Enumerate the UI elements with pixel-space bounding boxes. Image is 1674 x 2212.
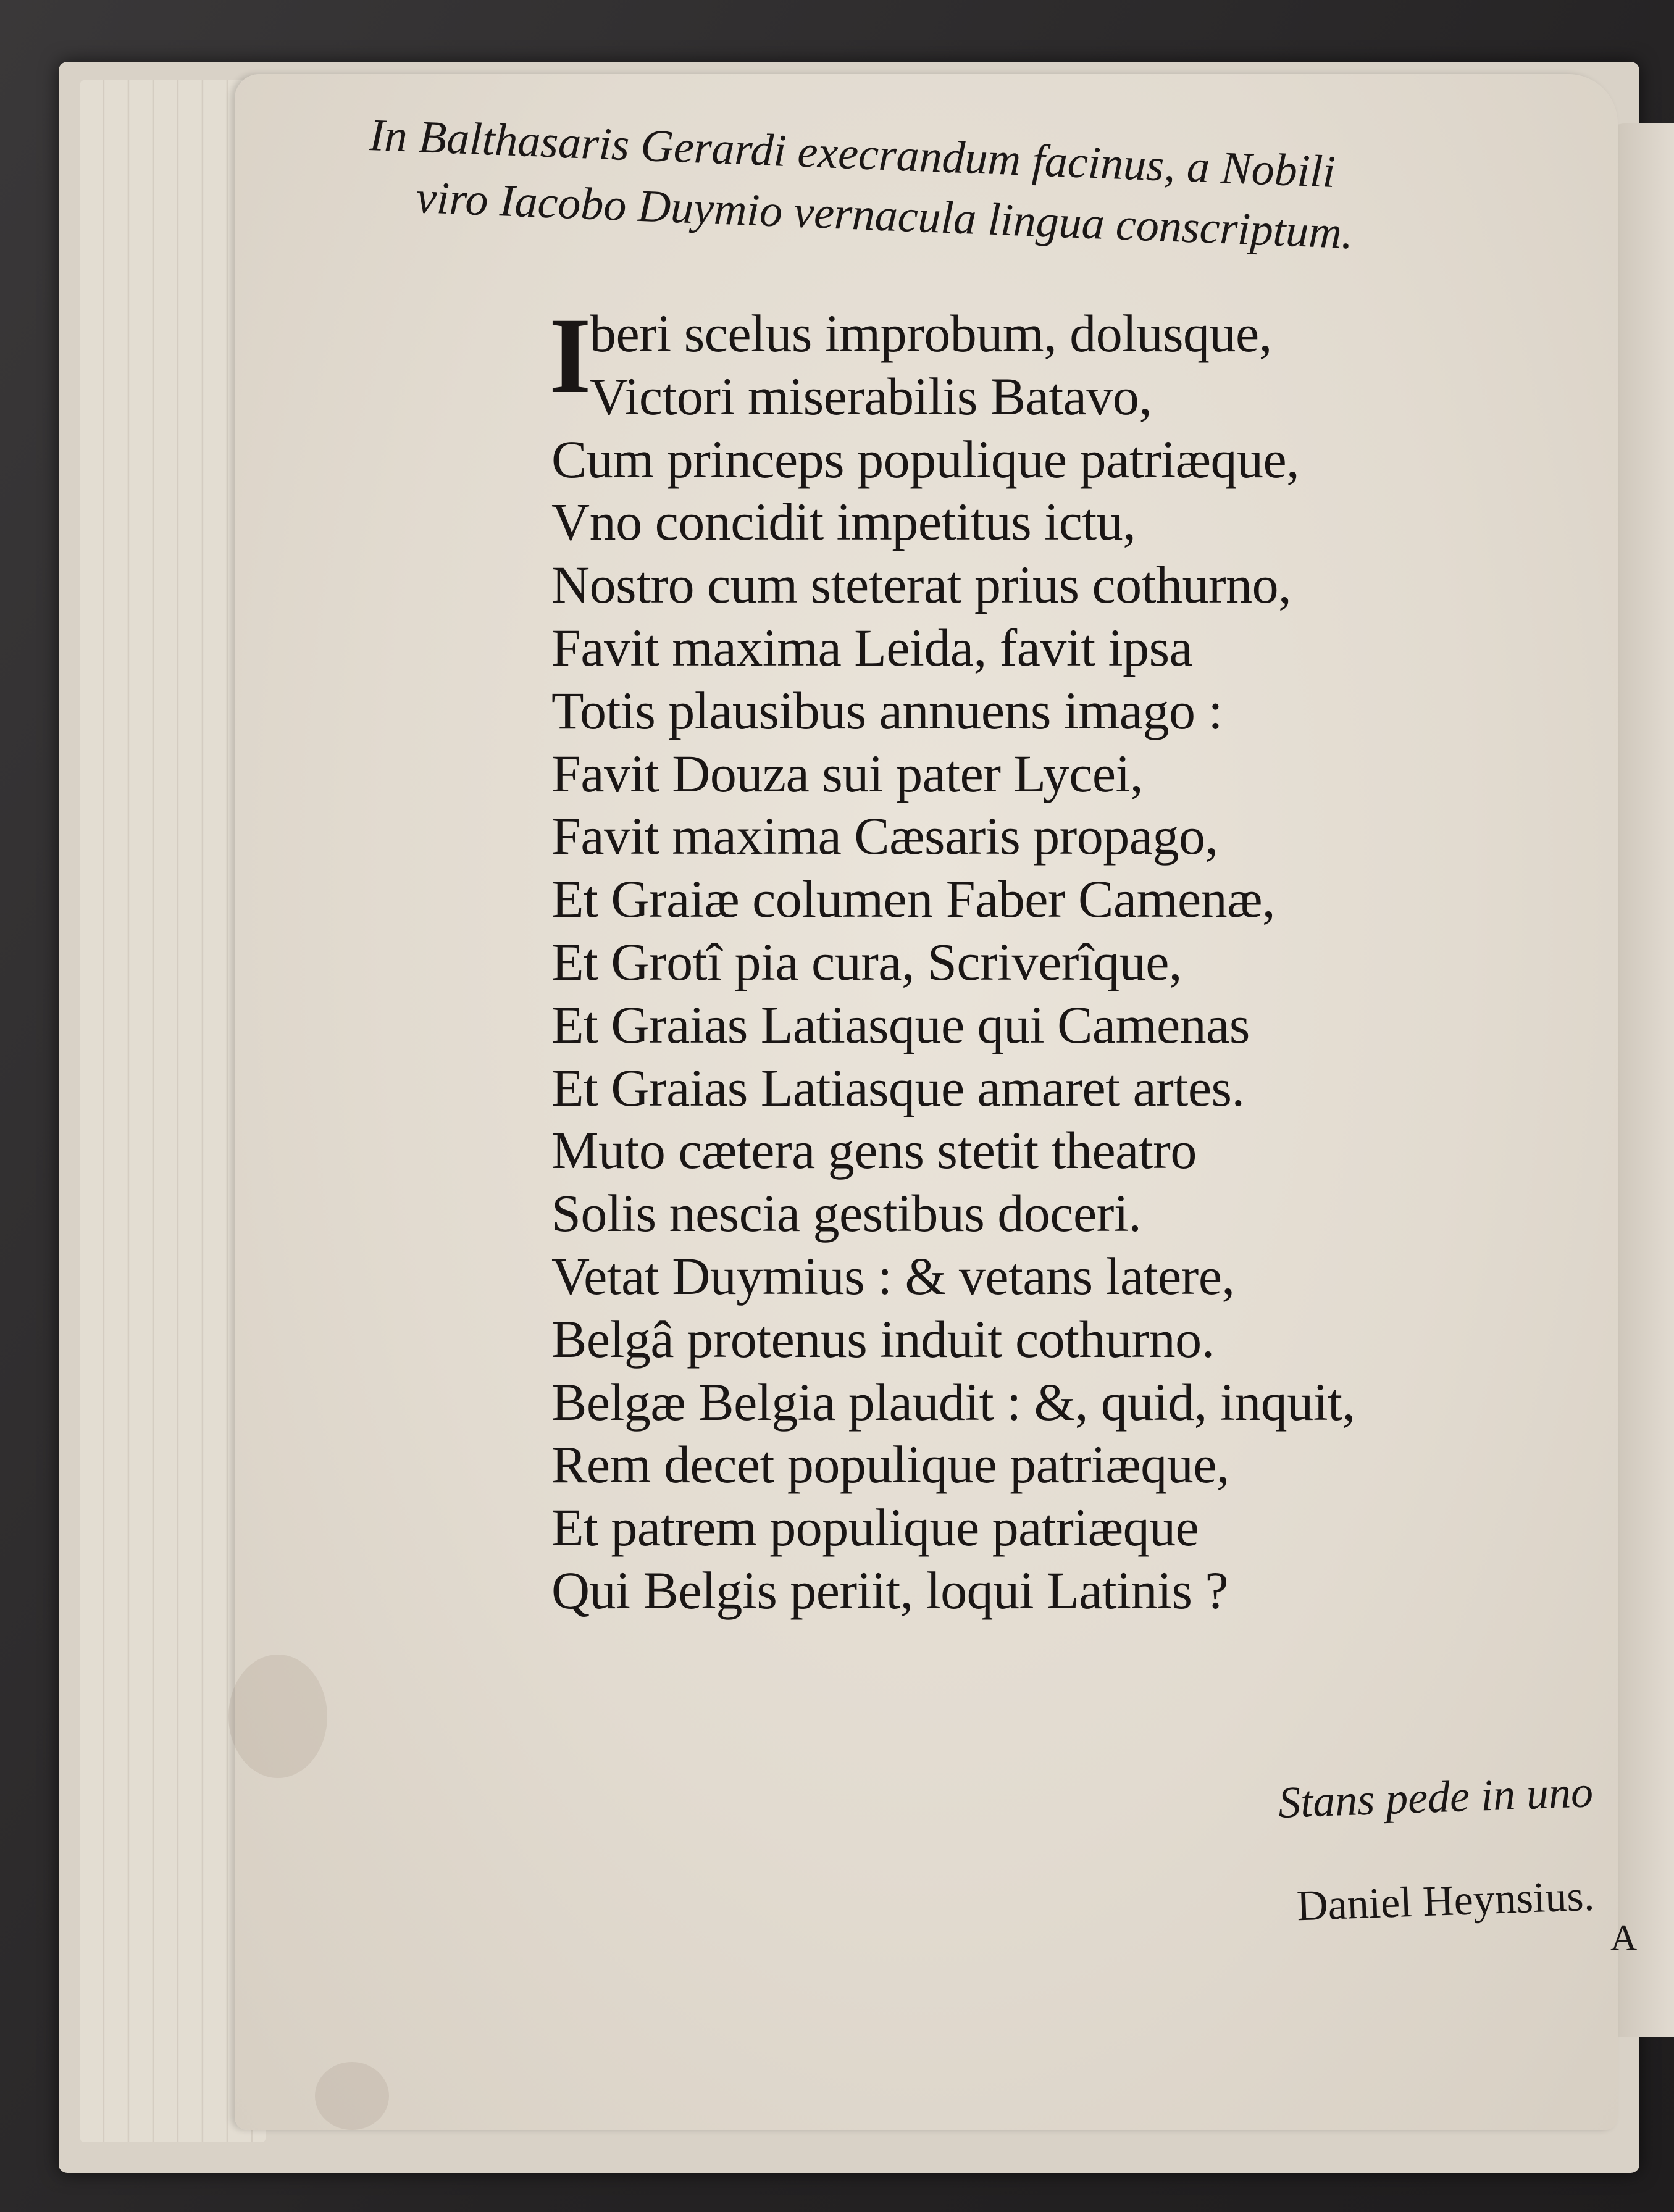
poem-line: Favit maxima Cæsaris propago,	[551, 806, 1218, 866]
poem-line: Qui Belgis periit, loqui Latinis ?	[551, 1560, 1229, 1620]
motto: Stans pede in uno	[1277, 1767, 1594, 1827]
poem-line: Victori miserabilis Batavo,	[590, 366, 1152, 426]
poem-line: Totis plausibus annuens imago :	[551, 680, 1223, 740]
poem-line: Et patrem populique patriæque	[551, 1498, 1199, 1558]
poem-line: Cum princeps populique patriæque,	[551, 429, 1300, 489]
poem-line: Belgâ protenus induit cothurno.	[551, 1309, 1215, 1369]
poem-line: Et Graiæ columen Faber Camenæ,	[551, 869, 1275, 929]
poem-line: Vno concidit impetitus ictu,	[551, 492, 1136, 552]
poem-line: Favit maxima Leida, favit ipsa	[551, 617, 1193, 677]
drop-cap: I	[549, 296, 591, 416]
title-line-2: viro Iacobo Duymio vernacula lingua conscriptum.	[415, 172, 1354, 259]
poem-line: Et Grotî pia cura, Scriverîque,	[551, 932, 1182, 991]
title-line-1: In Balthasaris Gerardi execrandum facinus, a Nobili	[368, 109, 1337, 198]
poem-line: Rem decet populique patriæque,	[551, 1435, 1229, 1495]
poem-line-text: beri scelus improbum, dolusque,	[590, 304, 1272, 363]
poem-line: Vetat Duymius : & vetans latere,	[551, 1246, 1235, 1306]
poem-line: Et Graias Latiasque qui Camenas	[551, 995, 1250, 1054]
author-name: Daniel Heynsius.	[1295, 1872, 1596, 1930]
printer-signature-mark: A	[1610, 1918, 1638, 1958]
paper-stain	[228, 1655, 327, 1778]
poem-line: Belgæ Belgia plaudit : &, quid, inquit,	[551, 1372, 1355, 1432]
poem-line: Solis nescia gestibus doceri.	[551, 1183, 1142, 1243]
poem-line: Favit Douza sui pater Lycei,	[551, 743, 1143, 803]
poem-line: Muto cætera gens stetit theatro	[551, 1121, 1197, 1180]
paper-stain	[315, 2062, 389, 2130]
poem-body	[549, 296, 1355, 1622]
poem-line: Nostro cum steterat prius cothurno,	[551, 555, 1292, 615]
poem-line: Et Graias Latiasque amaret artes.	[551, 1058, 1245, 1117]
